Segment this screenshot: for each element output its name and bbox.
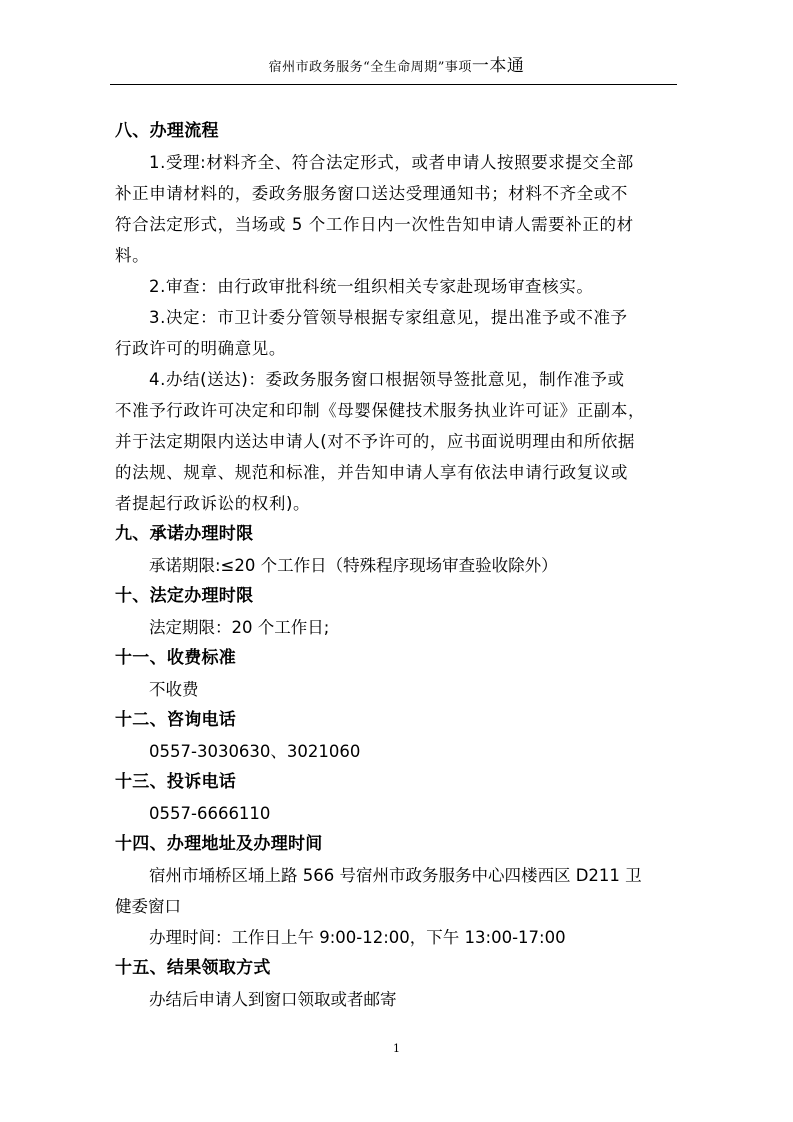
- paragraph-line: 补正申请材料的，委政务服务窗口送达受理通知书；材料不齐全或不: [115, 184, 628, 203]
- consult-phone-text: 0557-3030630、3021060: [149, 742, 361, 761]
- paragraph-line: 4.办结(送达)：委政务服务窗口根据领导签批意见，制作准予或: [149, 370, 625, 389]
- section-heading-consult-phone: 十二、咨询电话: [115, 710, 237, 730]
- paragraph-line: 1.受理:材料齐全、符合法定形式，或者申请人按照要求提交全部: [149, 153, 634, 172]
- address-line: 健委窗口: [115, 897, 181, 916]
- paragraph-line: 并于法定期限内送达申请人(对不予许可的，应书面说明理由和所依据: [115, 432, 636, 451]
- paragraph-line: 的法规、规章、规范和标准，并告知申请人享有依法申请行政复议或: [115, 463, 628, 482]
- section-heading-fees: 十一、收费标准: [115, 648, 237, 668]
- page-number: 1: [393, 1042, 400, 1055]
- paragraph-line: 不准予行政许可决定和印制《母婴保健技术服务执业许可证》正副本，: [115, 401, 646, 420]
- fees-text: 不收费: [149, 680, 199, 699]
- section-heading-legal-time: 十、法定办理时限: [115, 586, 254, 606]
- paragraph-line: 符合法定形式，当场或 5 个工作日内一次性告知申请人需要补正的材: [115, 215, 634, 234]
- document-body: [115, 116, 680, 1015]
- section-heading-process: 八、办理流程: [115, 121, 219, 141]
- section-heading-complaint-phone: 十三、投诉电话: [115, 772, 237, 792]
- legal-time-text: 法定期限：20 个工作日;: [149, 618, 330, 637]
- paragraph-line: 者提起行政诉讼的权利)。: [115, 494, 311, 513]
- header-title-tail: 一本通: [471, 56, 525, 76]
- section-heading-promised-time: 九、承诺办理时限: [115, 524, 254, 544]
- office-hours-text: 办理时间：工作日上午 9:00-12:00，下午 13:00-17:00: [149, 928, 566, 947]
- promised-time-text: 承诺期限:≤20 个工作日（特殊程序现场审查验收除外）: [149, 556, 558, 575]
- paragraph-line: 3.决定：市卫计委分管领导根据专家组意见，提出准予或不准予: [149, 308, 628, 327]
- address-line: 宿州市埇桥区埇上路 566 号宿州市政务服务中心四楼西区 D211 卫: [149, 866, 642, 885]
- paragraph-line: 2.审查：由行政审批科统一组织相关专家赴现场审查核实。: [149, 277, 594, 296]
- section-heading-result-pickup: 十五、结果领取方式: [115, 958, 271, 978]
- result-pickup-text: 办结后申请人到窗口领取或者邮寄: [149, 990, 397, 1009]
- complaint-phone-text: 0557-6666110: [149, 804, 271, 823]
- page-header: [0, 56, 793, 78]
- paragraph-line: 料。: [115, 246, 150, 265]
- header-title: 宿州市政务服务“全生命周期”事项: [268, 60, 472, 75]
- section-heading-address-hours: 十四、办理地址及办理时间: [115, 834, 323, 854]
- paragraph-line: 行政许可的明确意见。: [115, 339, 286, 358]
- header-divider: [110, 84, 677, 85]
